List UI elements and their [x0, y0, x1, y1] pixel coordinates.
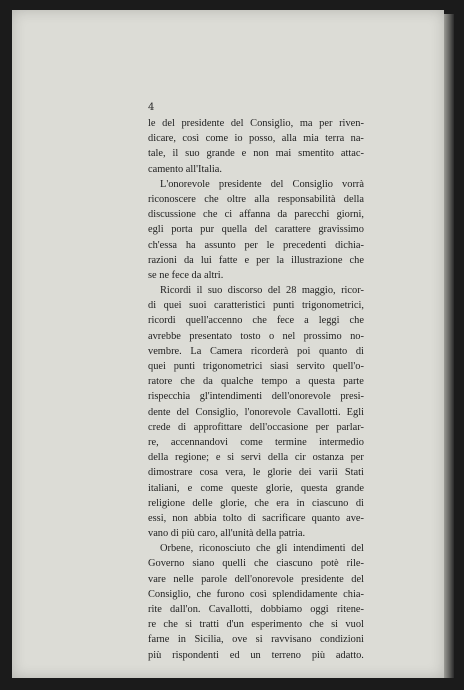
text-line: ratore che da qualche tempo a questa parte — [148, 376, 364, 388]
text-line: crede di approfittare dell'occasione per parlar- — [148, 421, 364, 433]
text-line: rispecchia gl'intendimenti dell'onorevole presi- — [148, 391, 364, 403]
text-line: rite dall'on. Cavallotti, dobbiamo oggi ritene- — [148, 604, 364, 615]
text-line: discussione che ci affanna da parecchi giorni, — [148, 209, 364, 221]
text-line: riconoscere che oltre alla responsabilità della — [148, 193, 364, 205]
text-line: re, accennandovi come termine intermedio — [148, 436, 364, 448]
text-line: Ricordi il suo discorso del 28 maggio, ricor- — [160, 285, 364, 297]
text-line: vano di più caro, all'unità della patria. — [148, 528, 306, 540]
text-line: di quei suoi caratteristici punti trigonometrici, — [148, 300, 364, 312]
text-line: re che si tratti d'un esperimento che si vuol — [148, 619, 364, 631]
text-line: ricordi quell'accenno che fece a leggi che — [148, 315, 364, 327]
body-text — [148, 116, 364, 663]
text-line: L'onorevole presidente del Consiglio vorrà — [160, 178, 364, 190]
text-line: dimostrare cosa vera, le glorie dei varii Stati — [148, 467, 364, 479]
text-line: le del presidente del Consiglio, ma per riven- — [148, 118, 364, 129]
text-line: Orbene, riconosciuto che gli intendimenti del — [160, 543, 364, 555]
text-line: farne in Sicilia, ove si ravvisano condizioni — [148, 634, 364, 646]
text-line: essi, non abbia tolto di sacrificare quanto ave- — [148, 512, 364, 524]
text-line: ch'essa ha assunto per le precedenti dichia- — [148, 239, 364, 251]
text-line: avrebbe presentato tosto o nel prossimo no- — [148, 330, 364, 342]
text-line: tale, il suo grande e non mai smentito attac- — [148, 148, 364, 160]
text-line: religione delle glorie, che era in ciascuno di — [148, 497, 364, 509]
text-line: vembre. La Camera ricorderà poi quanto di — [148, 345, 364, 357]
text-line: Consiglio, che furono così splendidamente chia- — [148, 588, 364, 600]
text-line: dicare, così come io posso, alla mia terra na- — [148, 133, 364, 145]
page-edge — [444, 14, 454, 678]
text-line: quei punti trigonometrici siasi servito quell'o- — [148, 361, 364, 372]
text-line: razioni da lui fatte e per la illustrazione che — [148, 254, 364, 266]
text-line: se ne fece da altri. — [148, 269, 224, 281]
page-number: 4 — [148, 102, 155, 113]
text-line: più rispondenti ed un terreno più adatto. — [148, 649, 364, 661]
text-line: dente del Consiglio, l'onorevole Cavallotti. Egli — [148, 406, 364, 418]
text-line: camento all'Italia. — [148, 163, 222, 175]
text-line: vare nelle parole dell'onorevole presidente del — [148, 573, 364, 585]
text-line: della regione; e si servì della cir ostanza per — [148, 452, 364, 464]
text-line: egli porta pur quella del carattere gravissimo — [148, 224, 364, 236]
text-line: Governo siano quelli che ciascuno potè rile- — [148, 558, 364, 570]
text-line: italiani, e come queste glorie, questa grande — [148, 482, 364, 494]
